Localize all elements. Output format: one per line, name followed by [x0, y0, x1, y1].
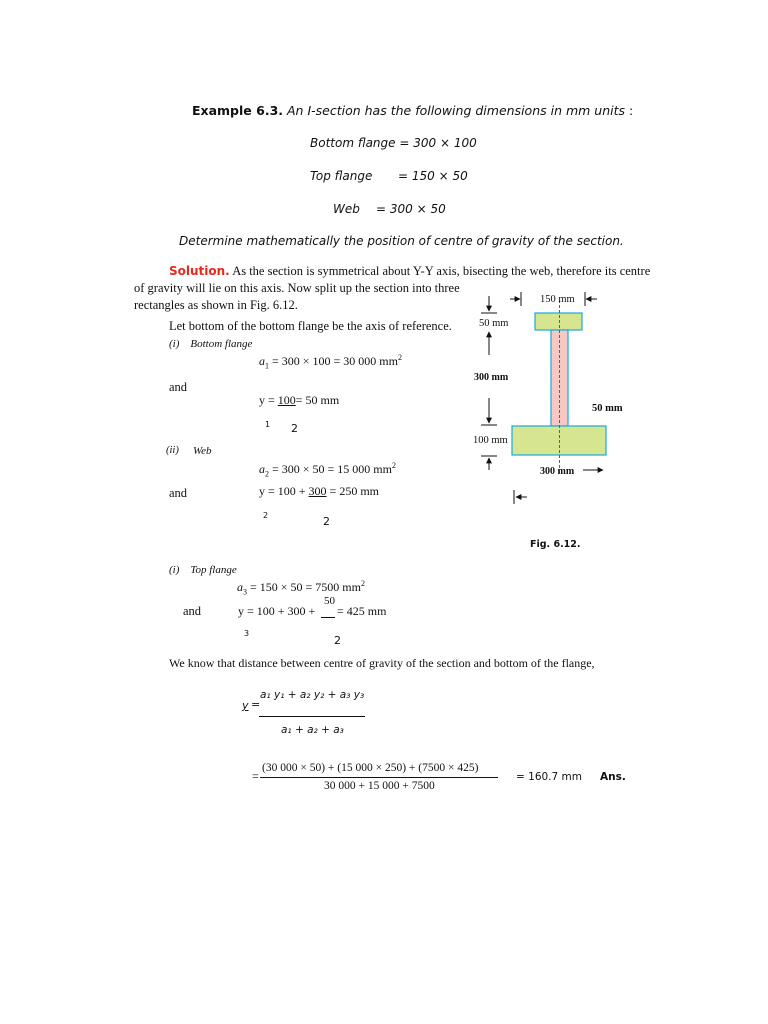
unit-square: 2: [391, 461, 396, 470]
top-flange-rect: [535, 313, 582, 330]
solution-line-4: Let bottom of the bottom flange be the axis of reference.: [169, 319, 452, 333]
a-symbol: a: [259, 462, 265, 476]
web-width-label: 50 mm: [592, 403, 623, 414]
formula-eq: =: [251, 698, 261, 711]
part-iii-y-post: = 425 mm: [337, 604, 387, 618]
example-colon: :: [629, 103, 634, 118]
web-rect: [551, 330, 568, 426]
solution-line-2: of gravity will lie on this axis. Now split up the section into three: [134, 281, 460, 295]
formula-numerator: a₁ y₁ + a₂ y₂ + a₃ y₃: [260, 689, 365, 701]
ybar-symbol: y: [242, 699, 249, 712]
solution-line-3: rectangles as shown in Fig. 6.12.: [134, 298, 298, 312]
part-i-y-post: = 50 mm: [295, 393, 340, 407]
a-sub: 1: [265, 361, 269, 371]
part-iii-area: [237, 579, 365, 596]
a-symbol: a: [237, 580, 243, 594]
part-iii-den: 2: [334, 634, 341, 647]
part-ii-and: and: [169, 486, 188, 500]
part-ii-den: 2: [323, 515, 330, 528]
a-sub: 3: [243, 587, 247, 597]
answer-label: Ans.: [600, 771, 626, 783]
part-ii-y: [259, 484, 379, 499]
bottom-flange-rect: [512, 426, 606, 455]
part-ii-area: [259, 461, 396, 478]
part-i-y-pre: y =: [259, 393, 278, 407]
part-iii-area-expr: = 150 × 50 = 7500 mm: [250, 580, 361, 594]
part-ii-title: Web: [193, 445, 212, 457]
calc-fraction-bar: [260, 777, 498, 778]
a-symbol: a: [259, 354, 265, 368]
formula-denominator: a₁ + a₂ + a₃: [281, 724, 344, 736]
top-depth-label: 50 mm: [479, 318, 509, 329]
solution-text-1: As the section is symmetrical about Y-Y axis, bisecting the web, therefore its centre: [232, 264, 651, 278]
part-iii-title: Top flange: [190, 564, 237, 576]
dim-bottom-flange: [310, 136, 477, 150]
unit-square: 2: [360, 579, 365, 588]
part-iii-fraction-bar: [321, 617, 335, 618]
calc-numerator: (30 000 × 50) + (15 000 × 250) + (7500 × 425): [262, 762, 479, 774]
part-i-title: Bottom flange: [190, 338, 253, 350]
part-i-den: 2: [291, 422, 298, 435]
we-know-line: We know that distance between centre of gravity of the section and bottom of the flange,: [169, 656, 595, 670]
part-i-label: (i): [169, 338, 180, 350]
bottom-depth-label: 100 mm: [473, 435, 508, 446]
dim-web-label: Web: [333, 202, 360, 216]
solution-line-1: [169, 264, 650, 279]
part-iii-y-pre: y = 100 + 300 +: [238, 604, 316, 618]
calc-result: = 160.7 mm: [516, 771, 582, 783]
dim-web-value: = 300 × 50: [376, 202, 446, 216]
part-i-sub: 1: [265, 420, 271, 429]
part-iii-num: 50: [324, 595, 335, 607]
dim-top-value: = 150 × 50: [398, 169, 468, 183]
a-sub: 2: [265, 469, 269, 479]
part-i-area: [259, 353, 402, 370]
part-iii-label: (i): [169, 564, 180, 576]
figure-caption: Fig. 6.12.: [530, 539, 581, 550]
part-ii-y-post: = 250 mm: [326, 484, 379, 498]
part-i-y: [259, 393, 339, 408]
top-width-label: 150 mm: [540, 294, 575, 305]
part-ii-area-expr: = 300 × 50 = 15 000 mm: [272, 462, 392, 476]
unit-square: 2: [397, 353, 402, 362]
part-i-y-num: 100: [277, 393, 296, 407]
example-intro: An I-section has the following dimensions in mm units: [287, 103, 626, 118]
part-ii-y-pre: y = 100 +: [259, 484, 309, 498]
dim-top-flange: [310, 169, 372, 183]
task-statement: Determine mathematically the position of centre of gravity of the section.: [179, 234, 624, 248]
part-iii-sub: 3: [244, 629, 250, 638]
dim-top-label: Top flange: [310, 169, 373, 183]
part-ii-y-num: 300: [308, 484, 327, 498]
part-i-heading: [169, 338, 252, 350]
calc-denominator: 30 000 + 15 000 + 7500: [324, 780, 435, 792]
bottom-width-label: 300 mm: [540, 466, 575, 477]
part-i-area-expr: = 300 × 100 = 30 000 mm: [272, 354, 398, 368]
part-iii-and: and: [183, 604, 202, 618]
calc-eq: =: [252, 769, 259, 783]
part-ii-sub: 2: [263, 511, 269, 520]
dim-bottom-value: = 300 × 100: [399, 136, 477, 150]
formula-fraction-bar: [259, 716, 365, 717]
example-heading: [192, 103, 633, 118]
dim-bottom-label: Bottom flange: [310, 136, 396, 150]
part-i-and: and: [169, 380, 188, 394]
dim-web: [333, 202, 360, 216]
solution-label: Solution.: [169, 264, 230, 278]
web-height-label: 300 mm: [474, 372, 509, 383]
example-label: Example 6.3.: [192, 103, 284, 118]
part-ii-label: (ii): [166, 445, 179, 456]
part-iii-heading: [169, 564, 237, 576]
